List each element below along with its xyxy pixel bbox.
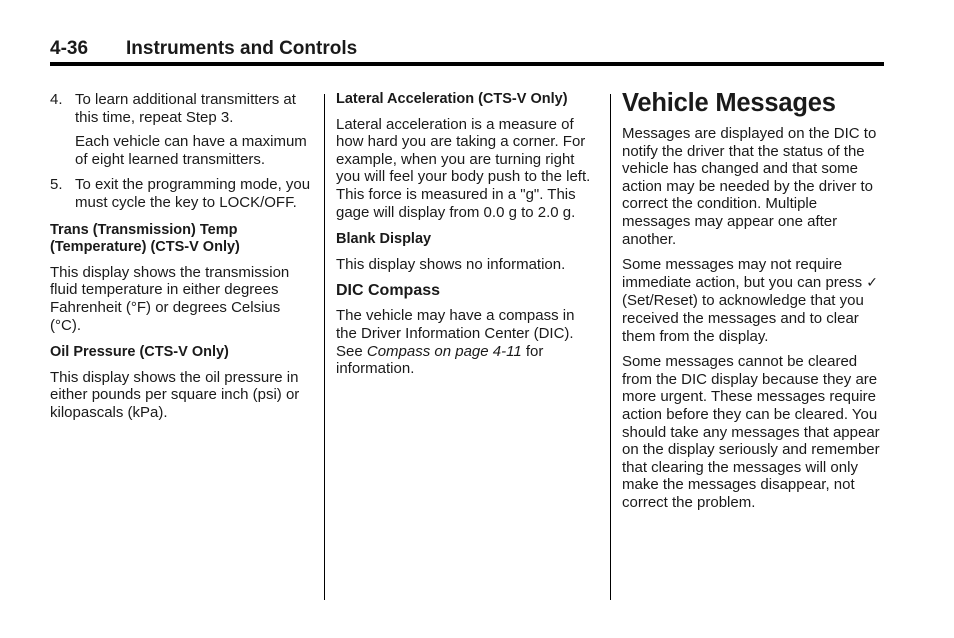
list-item-step-4 [50, 91, 312, 168]
para-2-start: Some messages may not require immediate action, but you can press [622, 256, 867, 291]
trans-temp-text: This display shows the transmission fluid temperature in either degrees Fahrenheit (°F) or degrees Celsius (°C). [50, 263, 290, 334]
section-title: Instruments and Controls [126, 38, 358, 59]
column-divider-2 [610, 94, 611, 600]
step-text: To exit the programming mode, you must cycle the key to LOCK/OFF. [75, 176, 311, 211]
column-right [622, 88, 886, 519]
lateral-accel-text: Lateral acceleration is a measure of how hard you are taking a corner. For example, when you are turning right you will feel your body push to the left. This force is measured in a "g". This gage will display from 0.0 g to 2.0 g. [336, 115, 591, 221]
column-divider-1 [324, 94, 325, 600]
vehicle-messages-para-1: Messages are displayed on the DIC to notify the driver that the status of the vehicle has changed and that some action may be needed by the driver to correct the condition. Multiple messages may appear one after another. [622, 125, 877, 248]
compass-text-start: The vehicle may have a compass in the Driver Information Center (DIC). See [336, 307, 575, 360]
vehicle-messages-title: Vehicle Messages [622, 89, 836, 117]
step-text: To learn additional transmitters at this time, repeat Step 3. [75, 91, 296, 126]
dic-compass-heading: DIC Compass [336, 282, 441, 300]
oil-pressure-text: This display shows the oil pressure in either pounds per square inch (psi) or kilopascals (kPa). [50, 368, 300, 421]
step-number: 4. [50, 91, 63, 108]
para-2-end: (Set/Reset) to acknowledge that you received the messages and to clear them from the display. [622, 292, 864, 345]
step-note: Each vehicle can have a maximum of eight learned transmitters. [75, 133, 307, 168]
blank-display-heading: Blank Display [336, 231, 432, 248]
vehicle-messages-para-3: Some messages cannot be cleared from the DIC display because they are more urgent. These messages require action before they can be cleared. You should take any messages that appear on the display seriously and remember that clearing the messages will only make the messages disappear, not correct the problem. [622, 353, 880, 511]
compass-text-end: for information. [336, 342, 544, 378]
trans-temp-heading: Trans (Transmission) Temp (Temperature) (CTS-V Only) [50, 221, 240, 256]
column-middle [336, 91, 598, 386]
vehicle-messages-para-2 [622, 256, 886, 345]
checkmark-icon: ✓ [866, 274, 879, 291]
compass-page-reference: Compass on page 4-11 [366, 342, 522, 360]
column-left [50, 91, 312, 430]
step-number: 5. [50, 176, 63, 194]
dic-compass-text [336, 307, 598, 377]
list-item-step-5 [50, 176, 312, 211]
oil-pressure-heading: Oil Pressure (CTS-V Only) [50, 344, 229, 361]
lateral-accel-heading: Lateral Acceleration (CTS-V Only) [336, 91, 568, 107]
header-rule [50, 62, 884, 66]
blank-display-text: This display shows no information. [336, 255, 566, 273]
page-number: 4-36 [50, 38, 89, 59]
